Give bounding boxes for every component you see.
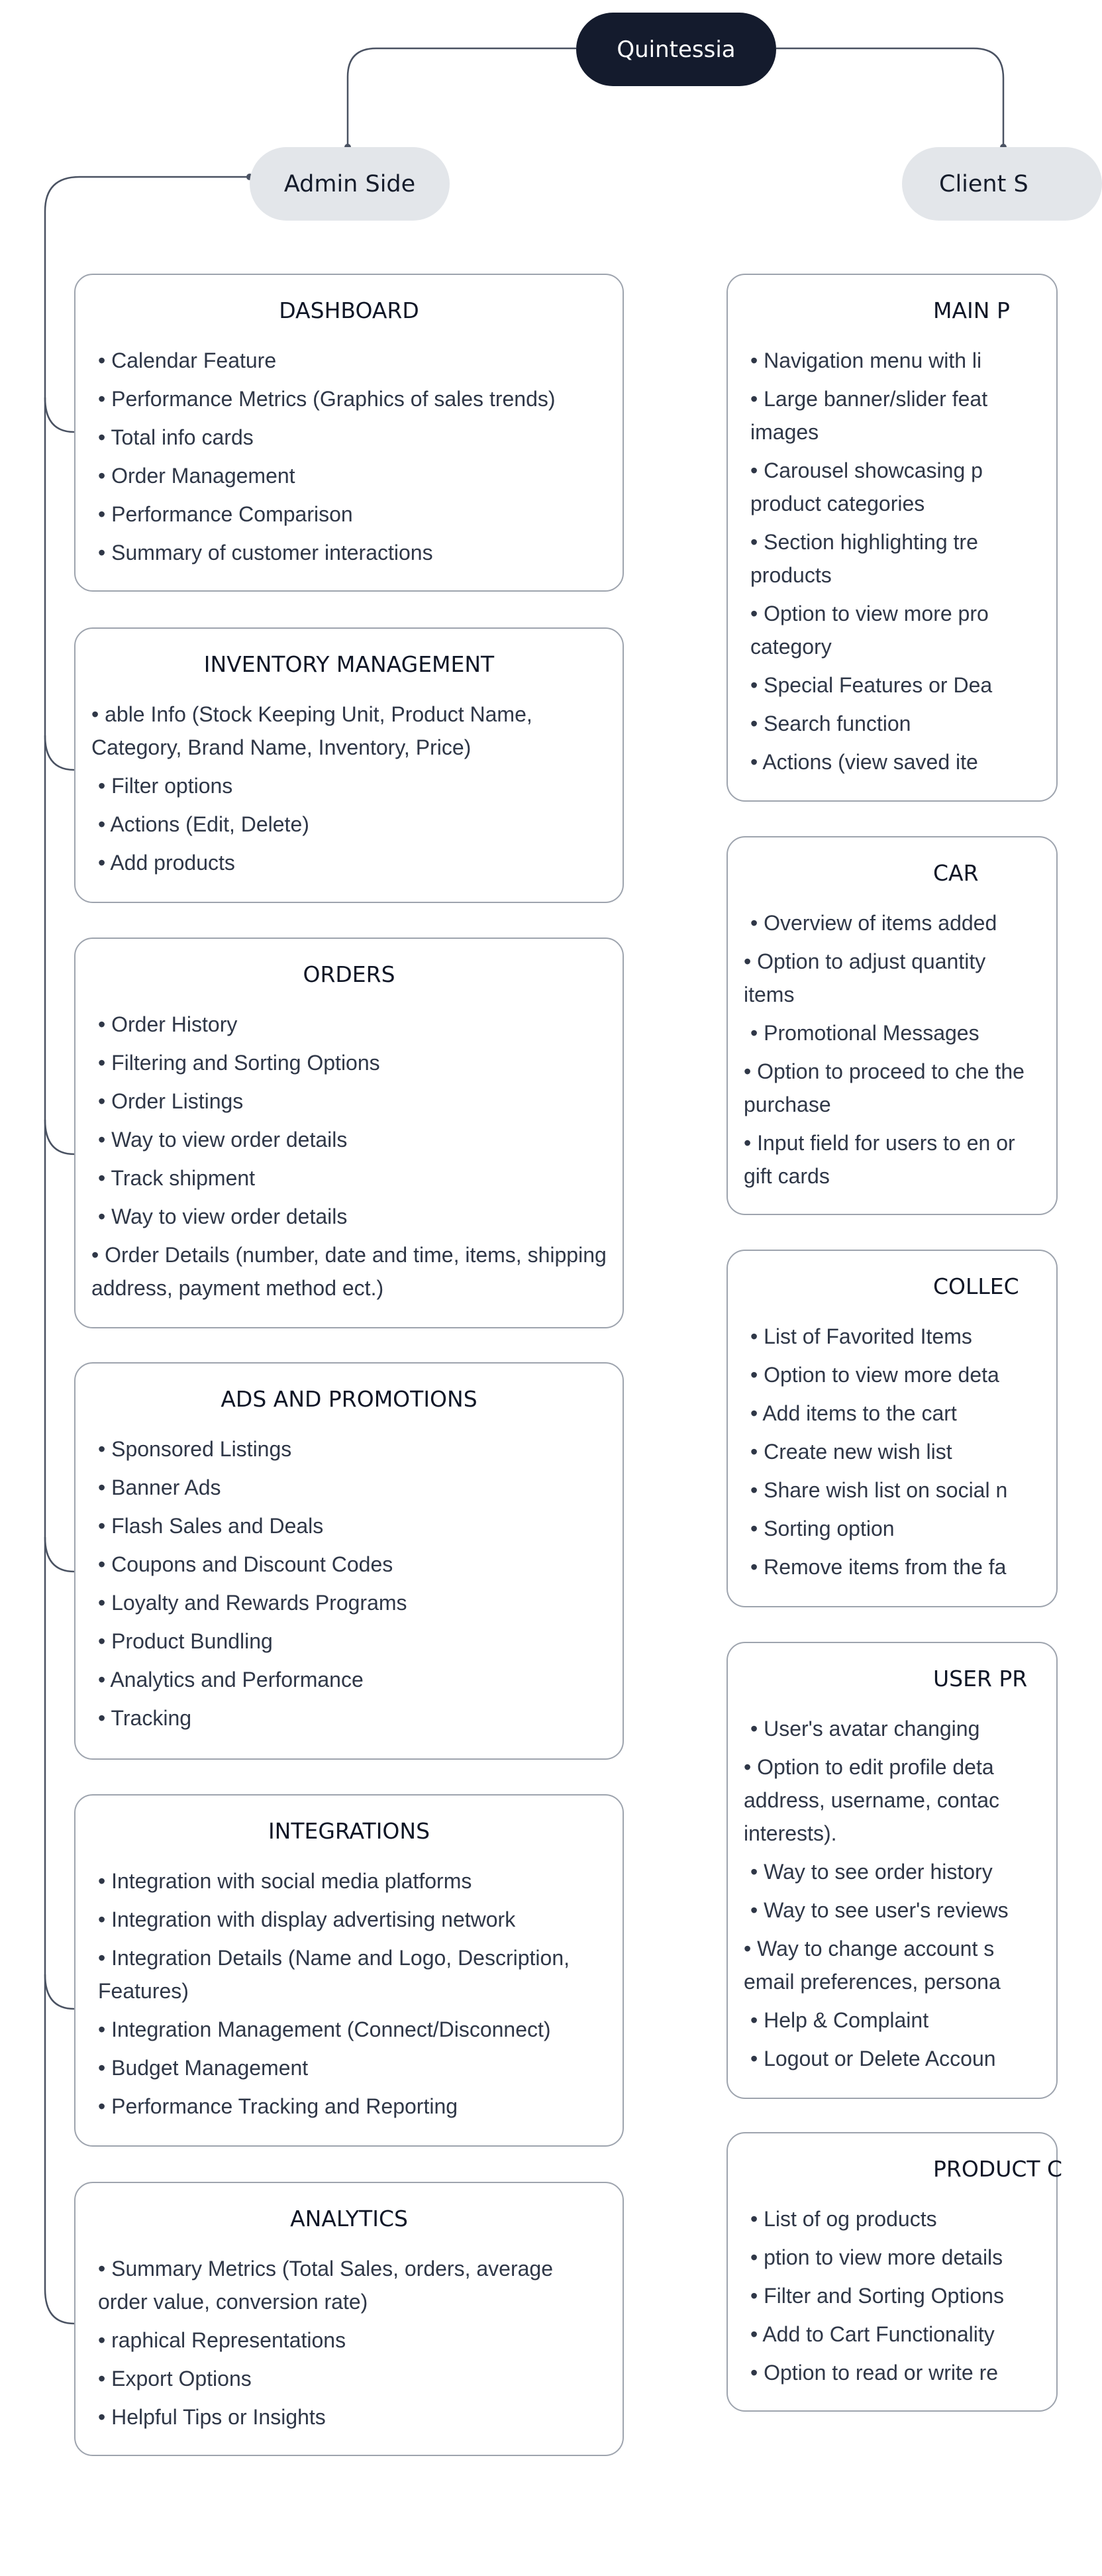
list-item: • Option to adjust quantity items [744,945,1040,1011]
list-item: • Special Features or Dea [750,669,1040,702]
list-item: • Section highlighting tre products [750,525,1040,592]
card-title: USER PR [933,1666,1028,1691]
client-side-node[interactable]: Client S [902,147,1102,221]
list-item: • Performance Comparison [98,498,607,531]
list-item: • Order Listings [98,1085,607,1118]
list-item: • Option to view more pro category [750,597,1040,663]
card-title: ANALYTICS [290,2206,408,2231]
root-node[interactable]: Quintessia [576,13,776,86]
list-item: • Promotional Messages [750,1016,1040,1049]
product-catalog-card [726,2132,1063,2412]
list-item: • Analytics and Performance [98,1663,607,1696]
card-title: INTEGRATIONS [268,1818,430,1844]
list-item: • Filter and Sorting Options [750,2279,1040,2312]
list-item: • Total info cards [98,421,607,454]
list-item: • Integration with display advertising network [98,1903,607,1936]
list-item: • Helpful Tips or Insights [98,2400,607,2434]
card-title: ORDERS [303,961,395,987]
card-title: ADS AND PROMOTIONS [221,1386,477,1412]
list-item: • Summary of customer interactions [98,536,607,569]
list-item: • Export Options [98,2362,607,2395]
list-item: • Add to Cart Functionality [750,2318,1040,2351]
list-item: • Calendar Feature [98,344,607,377]
card-title: INVENTORY MANAGEMENT [203,651,495,677]
list-item: • Help & Complaint [750,2004,1040,2037]
list-item: • Loyalty and Rewards Programs [98,1586,607,1619]
list-item: • Search function [750,707,1040,740]
list-item: • Way to view order details [98,1200,607,1233]
list-item: • Way to see user's reviews [750,1894,1040,1927]
list-item: • Share wish list on social n [750,1474,1040,1507]
list-item: • Option to view more deta [750,1358,1040,1391]
list-item: • Overview of items added [750,906,1040,939]
list-item: • Remove items from the fa [750,1550,1040,1583]
integrations-card [74,1794,624,2147]
list-item: • Performance Tracking and Reporting [98,2090,607,2123]
list-item: • List of og products [750,2202,1040,2235]
card-title: DASHBOARD [279,297,419,323]
card-title: CAR [933,860,979,886]
collections-card [726,1250,1058,1607]
card-title: COLLEC [933,1273,1019,1299]
list-item: • able Info (Stock Keeping Unit, Product Name, Category, Brand Name, Inventory, Price) [91,698,607,764]
list-item: • Budget Management [98,2051,607,2084]
list-item: • Create new wish list [750,1435,1040,1468]
list-item: • Product Bundling [98,1625,607,1658]
cart-card [726,836,1058,1215]
card-title: MAIN P [933,297,1010,323]
list-item: • Large banner/slider feat images [750,382,1040,449]
list-item: • Filtering and Sorting Options [98,1046,607,1079]
inventory-management-card [74,627,624,903]
dashboard-card [74,274,624,592]
list-item: • Input field for users to en or gift cards [744,1126,1040,1193]
list-item: • Navigation menu with li [750,344,1040,377]
list-item: • Summary Metrics (Total Sales, orders, average order value, conversion rate) [98,2252,607,2318]
ads-and-promotions-card [74,1362,624,1760]
list-item: • Integration with social media platforms [98,1864,607,1898]
list-item: • Order Details (number, date and time, items, shipping address, payment method ect.) [91,1238,607,1305]
main-page-card [726,274,1058,802]
list-item: • Way to view order details [98,1123,607,1156]
list-item: • Sponsored Listings [98,1432,607,1466]
list-item: • Way to change account s email preferences, persona [744,1932,1040,1998]
list-item: • Add products [98,846,607,879]
list-item: • Option to proceed to che the purchase [744,1055,1040,1121]
list-item: • Actions (view saved ite [750,745,1040,778]
list-item: • User's avatar changing [750,1712,1040,1745]
list-item: • ption to view more details [750,2241,1040,2274]
card-title: PRODUCT C [933,2156,1063,2182]
list-item: • Carousel showcasing p product categories [750,454,1040,520]
list-item: • Sorting option [750,1512,1040,1545]
list-item: • Tracking [98,1701,607,1735]
list-item: • Order History [98,1008,607,1041]
list-item: • Integration Management (Connect/Disconnect) [98,2013,607,2046]
orders-card [74,938,624,1328]
list-item: • raphical Representations [98,2324,607,2357]
list-item: • Performance Metrics (Graphics of sales trends) [98,382,607,415]
list-item: • Filter options [98,769,607,802]
list-item: • Actions (Edit, Delete) [98,808,607,841]
list-item: • Coupons and Discount Codes [98,1548,607,1581]
list-item: • Flash Sales and Deals [98,1509,607,1542]
admin-side-node[interactable]: Admin Side [250,147,450,221]
list-item: • Order Management [98,459,607,492]
analytics-card [74,2182,624,2456]
list-item: • Way to see order history [750,1855,1040,1888]
list-item: • List of Favorited Items [750,1320,1040,1353]
list-item: • Track shipment [98,1161,607,1195]
list-item: • Banner Ads [98,1471,607,1504]
list-item: • Logout or Delete Accoun [750,2042,1040,2075]
list-item: • Add items to the cart [750,1397,1040,1430]
list-item: • Option to read or write re [750,2356,1040,2389]
list-item: • Integration Details (Name and Logo, Description, Features) [98,1941,607,2008]
list-item: • Option to edit profile deta address, username, contac interests). [744,1750,1040,1850]
user-profile-card [726,1642,1058,2099]
